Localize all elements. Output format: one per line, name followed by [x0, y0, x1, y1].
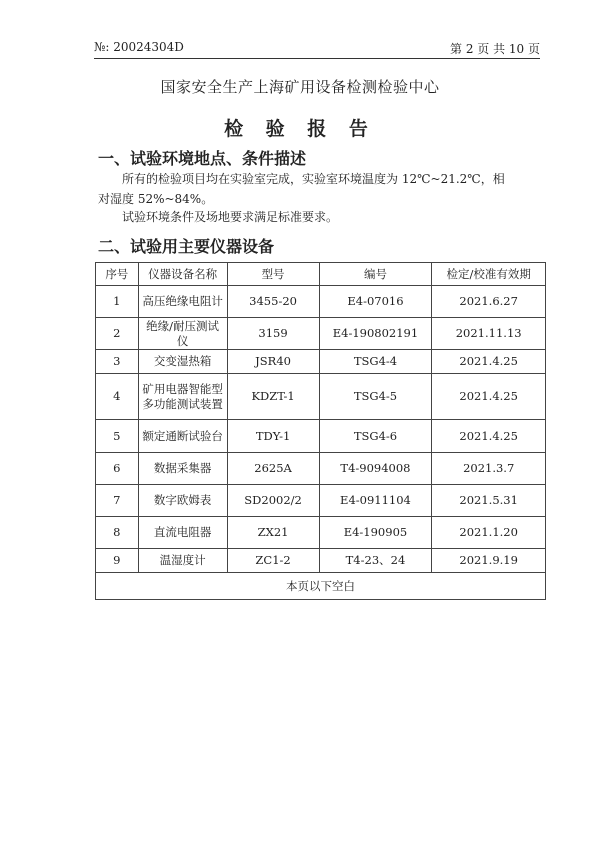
section1-paragraph1: 所有的检验项目均在实验室完成，实验室环境温度为 12℃~21.2℃，相对湿度 52%~84%。	[98, 172, 505, 206]
table-header-row	[96, 263, 546, 286]
equipment-table	[95, 262, 546, 600]
cell-model: 3455-20	[227, 286, 319, 318]
cell-date: 2021.4.25	[432, 350, 546, 374]
cell-name: 数字欧姆表	[138, 485, 227, 517]
cell-model: KDZT-1	[227, 374, 319, 420]
table-row	[96, 286, 546, 318]
cell-code: E4-0911104	[319, 485, 432, 517]
table-row	[96, 549, 546, 573]
cell-no: 8	[96, 517, 139, 549]
cell-model: JSR40	[227, 350, 319, 374]
header-code: 编号	[319, 263, 432, 286]
cell-model: 2625A	[227, 453, 319, 485]
cell-name: 温湿度计	[138, 549, 227, 573]
table-row	[96, 420, 546, 453]
cell-name: 交变湿热箱	[138, 350, 227, 374]
table-row	[96, 318, 546, 350]
header-model: 型号	[227, 263, 319, 286]
cell-name: 数据采集器	[138, 453, 227, 485]
blank-below-note: 本页以下空白	[96, 573, 546, 600]
cell-name: 直流电阻器	[138, 517, 227, 549]
table-row	[96, 517, 546, 549]
cell-code: TSG4-4	[319, 350, 432, 374]
cell-name: 额定通断试验台	[138, 420, 227, 453]
cell-date: 2021.4.25	[432, 420, 546, 453]
cell-code: T4-23、24	[319, 549, 432, 573]
cell-date: 2021.5.31	[432, 485, 546, 517]
table-footer-row	[96, 573, 546, 600]
cell-model: TDY-1	[227, 420, 319, 453]
cell-no: 7	[96, 485, 139, 517]
section2-heading: 二、试验用主要仪器设备	[98, 237, 275, 256]
cell-no: 2	[96, 318, 139, 350]
page-header	[94, 38, 540, 59]
cell-date: 2021.4.25	[432, 374, 546, 420]
cell-code: E4-190905	[319, 517, 432, 549]
cell-date: 2021.3.7	[432, 453, 546, 485]
header-name: 仪器设备名称	[138, 263, 227, 286]
cell-no: 4	[96, 374, 139, 420]
cell-model: ZC1-2	[227, 549, 319, 573]
report-number: №: 20024304D	[94, 40, 184, 54]
cell-code: E4-190802191	[319, 318, 432, 350]
table-row	[96, 374, 546, 420]
cell-code: E4-07016	[319, 286, 432, 318]
section1-heading: 一、试验环境地点、条件描述	[98, 149, 307, 168]
page-info: 第 2 页 共 10 页	[450, 42, 540, 56]
header-no: 序号	[96, 263, 139, 286]
cell-no: 5	[96, 420, 139, 453]
cell-date: 2021.6.27	[432, 286, 546, 318]
cell-model: 3159	[227, 318, 319, 350]
organization-name: 国家安全生产上海矿用设备检测检验中心	[160, 78, 440, 96]
table-row	[96, 485, 546, 517]
cell-model: ZX21	[227, 517, 319, 549]
cell-name: 矿用电器智能型多功能测试装置	[138, 374, 227, 420]
cell-no: 6	[96, 453, 139, 485]
table-row	[96, 453, 546, 485]
cell-no: 9	[96, 549, 139, 573]
cell-date: 2021.11.13	[432, 318, 546, 350]
report-title: 检 验 报 告	[224, 118, 376, 140]
cell-no: 1	[96, 286, 139, 318]
cell-model: SD2002/2	[227, 485, 319, 517]
header-date: 检定/校准有效期	[432, 263, 546, 286]
cell-code: TSG4-5	[319, 374, 432, 420]
cell-code: TSG4-6	[319, 420, 432, 453]
cell-name: 高压绝缘电阻计	[138, 286, 227, 318]
table-row	[96, 350, 546, 374]
section1-paragraph2: 试验环境条件及场地要求满足标准要求。	[122, 210, 339, 224]
cell-date: 2021.1.20	[432, 517, 546, 549]
cell-name: 绝缘/耐压测试仪	[138, 318, 227, 350]
cell-code: T4-9094008	[319, 453, 432, 485]
cell-no: 3	[96, 350, 139, 374]
cell-date: 2021.9.19	[432, 549, 546, 573]
